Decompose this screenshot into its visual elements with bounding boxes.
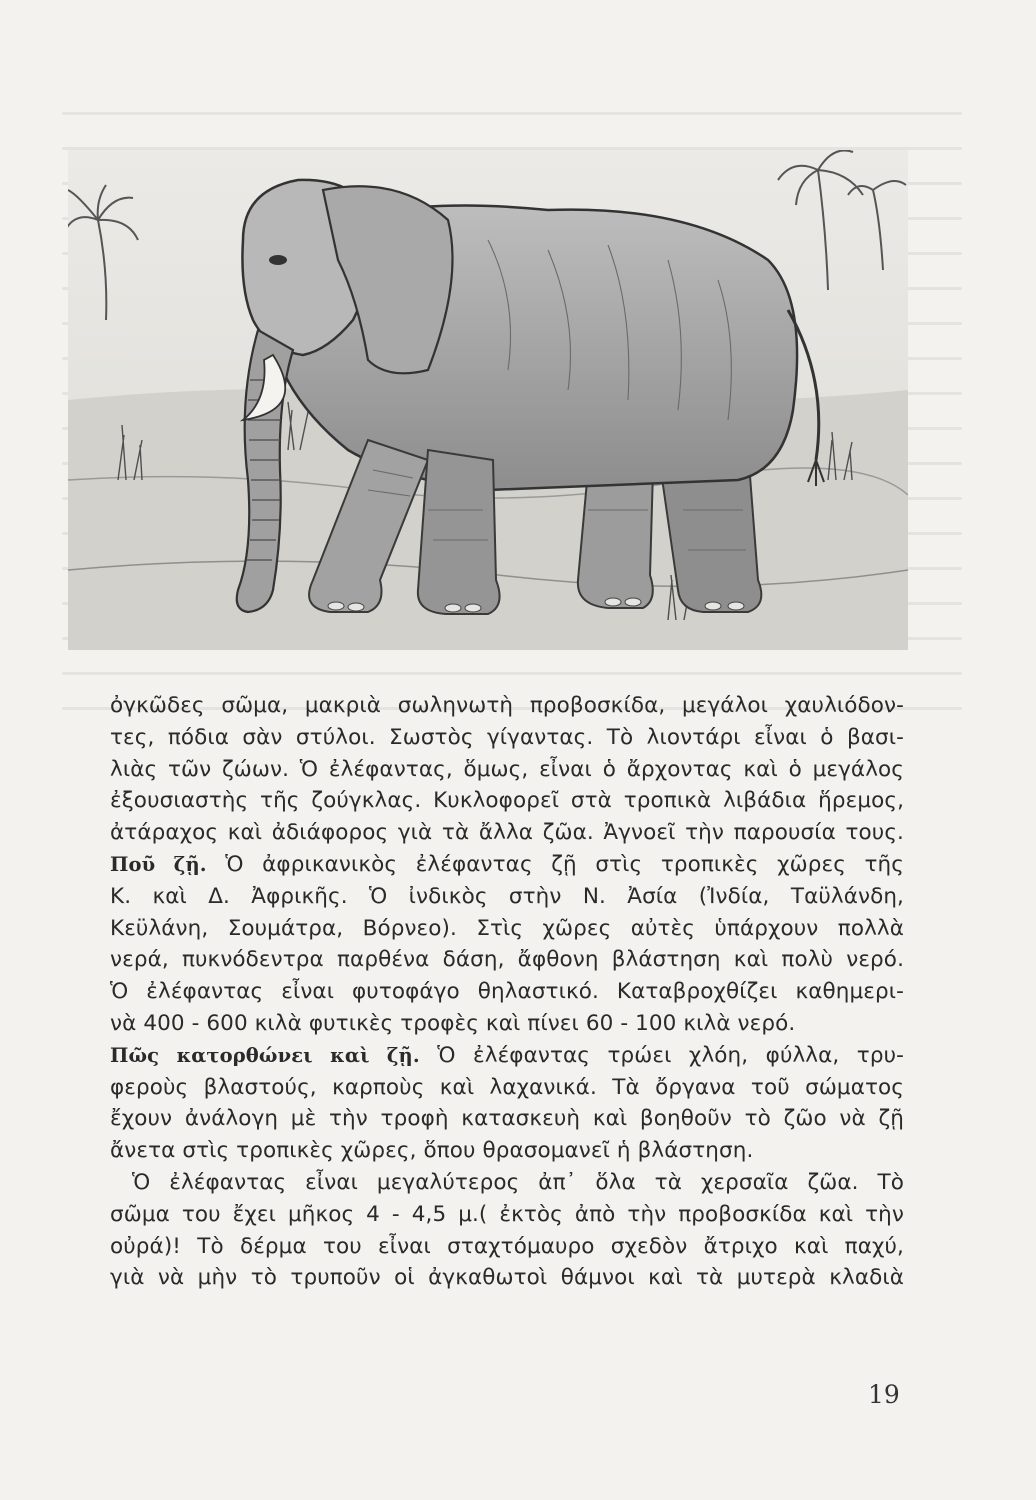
text-line: Κεϋλάνη, Σουμάτρα, Βόρνεο). Στὶς χῶρες αὐτὲς ὑπάρχουν πολλὰ [110,915,904,941]
body-text [110,690,904,1294]
text-line-rest: Ὁ ἐλέφαντας τρώει χλόη, φύλλα, τρυ- [419,1042,904,1068]
text-line: λιὰς τῶν ζώων. Ὁ ἐλέφαντας, ὅμως, εἶναι ὁ ἄρχοντας καὶ ὁ μεγάλος [110,756,904,782]
page-number: 19 [868,1380,900,1409]
text-line: Ὁ ἐλέφαντας εἶναι φυτοφάγο θηλαστικό. Καταβροχθίζει καθημερι- [110,979,904,1005]
section-heading-where-it-lives: Ποῦ ζῇ. [110,852,207,876]
elephant-illustration [68,150,908,650]
text-line: ὀγκῶδες σῶμα, μακριὰ σωληνωτὴ προβοσκίδα, μεγάλοι χαυλιόδον- [110,693,904,718]
text-line: σῶμα του ἔχει μῆκος 4 - 4,5 μ.( ἐκτὸς ἀπὸ τὴν προβοσκίδα καὶ τὴν [110,1201,904,1227]
text-line: γιὰ νὰ μὴν τὸ τρυποῦν οἱ ἀγκαθωτοὶ θάμνοι καὶ τὰ μυτερὰ κλαδιὰ [110,1265,904,1291]
text-line: τες, πόδια σὰν στύλοι. Σωστὸς γίγαντας. Τὸ λιοντάρι εἶναι ὁ βασι- [110,724,904,750]
text-line-rest: Ὁ ἀφρικανικὸς ἐλέφαντας ζῇ στὶς τροπικὲς χῶρες τῆς [206,851,904,877]
text-line: οὐρά)! Τὸ δέρμα του εἶναι σταχτόμαυρο σχεδὸν ἄτριχο καὶ παχύ, [110,1233,904,1259]
section-heading-how-it-survives: Πῶς κατορθώνει καὶ ζῇ. [110,1043,420,1067]
text-line: νὰ 400 - 600 κιλὰ φυτικὲς τροφὲς καὶ πίνει 60 - 100 κιλὰ νερό. [110,1010,796,1036]
text-line: φεροὺς βλαστούς, καρποὺς καὶ λαχανικά. Τὰ ὄργανα τοῦ σώματος [110,1074,904,1100]
text-line: ἔχουν ἀνάλογη μὲ τὴν τροφὴ κατασκευὴ καὶ βοηθοῦν τὸ ζῶο νὰ ζῇ [110,1106,904,1132]
text-line: ἄνετα στὶς τροπικὲς χῶρες, ὅπου θρασομανεῖ ἡ βλάστηση. [110,1138,754,1164]
eye-icon [269,255,287,265]
text-line-with-heading [110,1040,904,1072]
text-line-with-heading [110,849,904,881]
text-line: Κ. καὶ Δ. Ἀφρικῆς. Ὁ ἰνδικὸς στὴν Ν. Ἀσία (Ἰνδία, Ταϋλάνδη, [110,883,904,909]
text-line: ἀτάραχος καὶ ἀδιάφορος γιὰ τὰ ἄλλα ζῶα. Ἀγνοεῖ τὴν παρουσία τους. [110,820,904,846]
text-line: ἐξουσιαστὴς τῆς ζούγκλας. Κυκλοφορεῖ στὰ τροπικὰ λιβάδια ἥρεμος, [110,788,904,814]
text-line: νερά, πυκνόδεντρα παρθένα δάση, ἄφθονη βλάστηση καὶ πολὺ νερό. [110,947,904,973]
text-line: Ὁ ἐλέφαντας εἶναι μεγαλύτερος ἀπ᾿ ὅλα τὰ χερσαῖα ζῶα. Τὸ [132,1169,904,1195]
